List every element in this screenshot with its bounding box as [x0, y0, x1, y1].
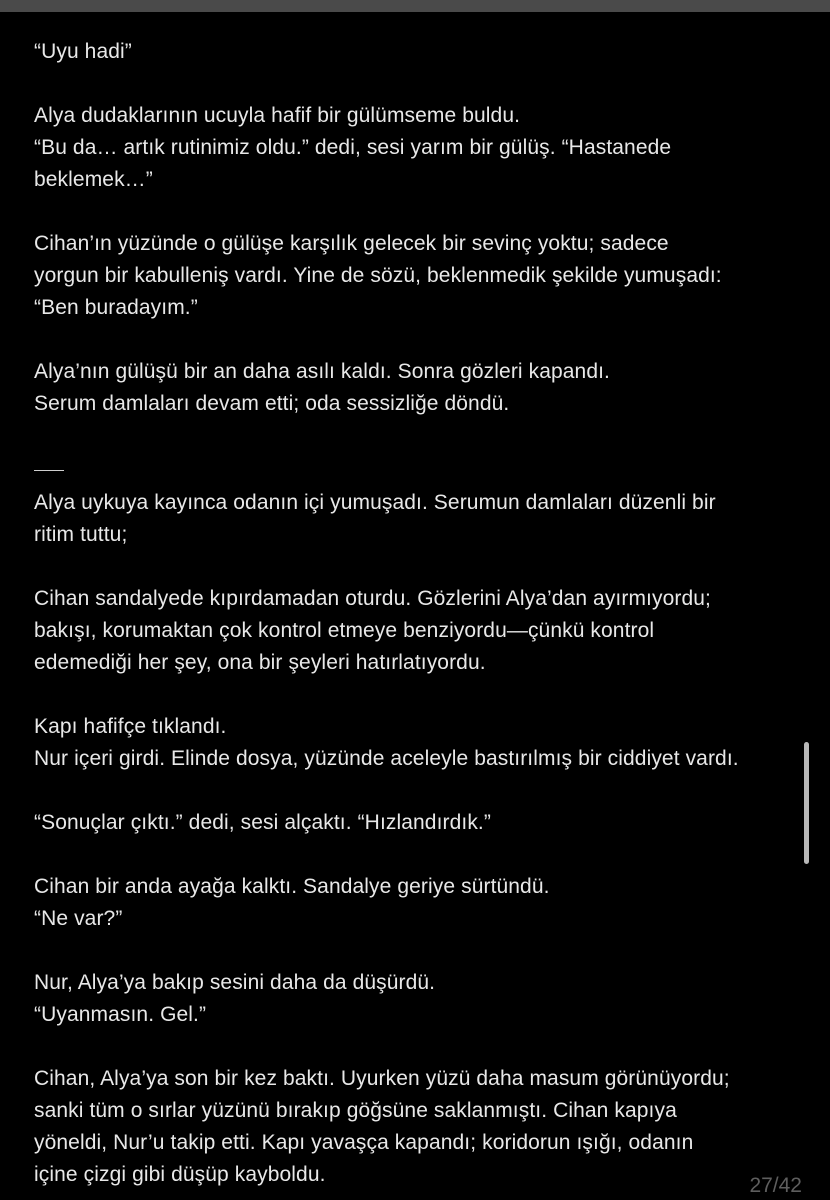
paragraph	[34, 100, 804, 196]
text-line: Cihan sandalyede kıpırdamadan oturdu. Gözlerini Alya’dan ayırmıyordu;	[34, 587, 711, 610]
paragraph	[34, 356, 804, 420]
paragraph	[34, 807, 804, 839]
paragraph	[34, 1063, 804, 1191]
top-status-strip	[0, 0, 830, 12]
text-line: edemediği her şey, ona bir şeyleri hatırlatıyordu.	[34, 651, 486, 674]
text-line: “Ne var?”	[34, 907, 123, 930]
text-line: “Uyu hadi”	[34, 40, 132, 63]
text-line: Nur, Alya’ya bakıp sesini daha da düşürdü.	[34, 971, 436, 994]
text-line: Cihan bir anda ayağa kalktı. Sandalye geriye sürtündü.	[34, 875, 550, 898]
page-indicator: 27/42	[749, 1174, 802, 1197]
text-line: Kapı hafifçe tıklandı.	[34, 715, 227, 738]
text-line: Cihan, Alya’ya son bir kez baktı. Uyurken yüzü daha masum görünüyordu;	[34, 1067, 730, 1090]
text-line: Alya dudaklarının ucuyla hafif bir gülümseme buldu.	[34, 104, 521, 127]
text-line: yorgun bir kabulleniş vardı. Yine de sözü, beklenmedik şekilde yumuşadı:	[34, 264, 722, 287]
text-line: “Bu da… artık rutinimiz oldu.” dedi, sesi yarım bir gülüş. “Hastanede	[34, 136, 672, 159]
scrollbar[interactable]	[804, 742, 810, 864]
reader-page[interactable]	[0, 12, 830, 1200]
text-line: “Uyanmasın. Gel.”	[34, 1003, 207, 1026]
text-line: sanki tüm o sırlar yüzünü bırakıp göğsüne saklanmıştı. Cihan kapıya	[34, 1099, 677, 1122]
text-line: Nur içeri girdi. Elinde dosya, yüzünde aceleyle bastırılmış bir ciddiyet vardı.	[34, 747, 739, 770]
paragraph	[34, 487, 804, 551]
scene-break-divider	[34, 470, 64, 471]
text-line: içine çizgi gibi düşüp kayboldu.	[34, 1163, 326, 1186]
paragraph	[34, 711, 804, 775]
text-line: beklemek…”	[34, 168, 153, 191]
paragraph	[34, 583, 804, 679]
text-line: Alya uykuya kayınca odanın içi yumuşadı. Serumun damlaları düzenli bir	[34, 491, 716, 514]
paragraph	[34, 228, 804, 324]
text-line: “Ben buradayım.”	[34, 296, 198, 319]
text-line: Alya’nın gülüşü bir an daha asılı kaldı. Sonra gözleri kapandı.	[34, 360, 610, 383]
text-line: Serum damlaları devam etti; oda sessizliğe döndü.	[34, 392, 510, 415]
paragraph	[34, 967, 804, 1031]
paragraph	[34, 36, 804, 68]
scrollbar-thumb[interactable]	[804, 742, 809, 864]
text-line: “Sonuçlar çıktı.” dedi, sesi alçaktı. “Hızlandırdık.”	[34, 811, 491, 834]
text-line: Cihan’ın yüzünde o gülüşe karşılık gelecek bir sevinç yoktu; sadece	[34, 232, 669, 255]
text-line: ritim tuttu;	[34, 523, 128, 546]
text-line: bakışı, korumaktan çok kontrol etmeye benziyordu—çünkü kontrol	[34, 619, 655, 642]
text-line: yöneldi, Nur’u takip etti. Kapı yavaşça kapandı; koridorun ışığı, odanın	[34, 1131, 694, 1154]
paragraph	[34, 871, 804, 935]
chapter-text	[34, 36, 804, 1191]
